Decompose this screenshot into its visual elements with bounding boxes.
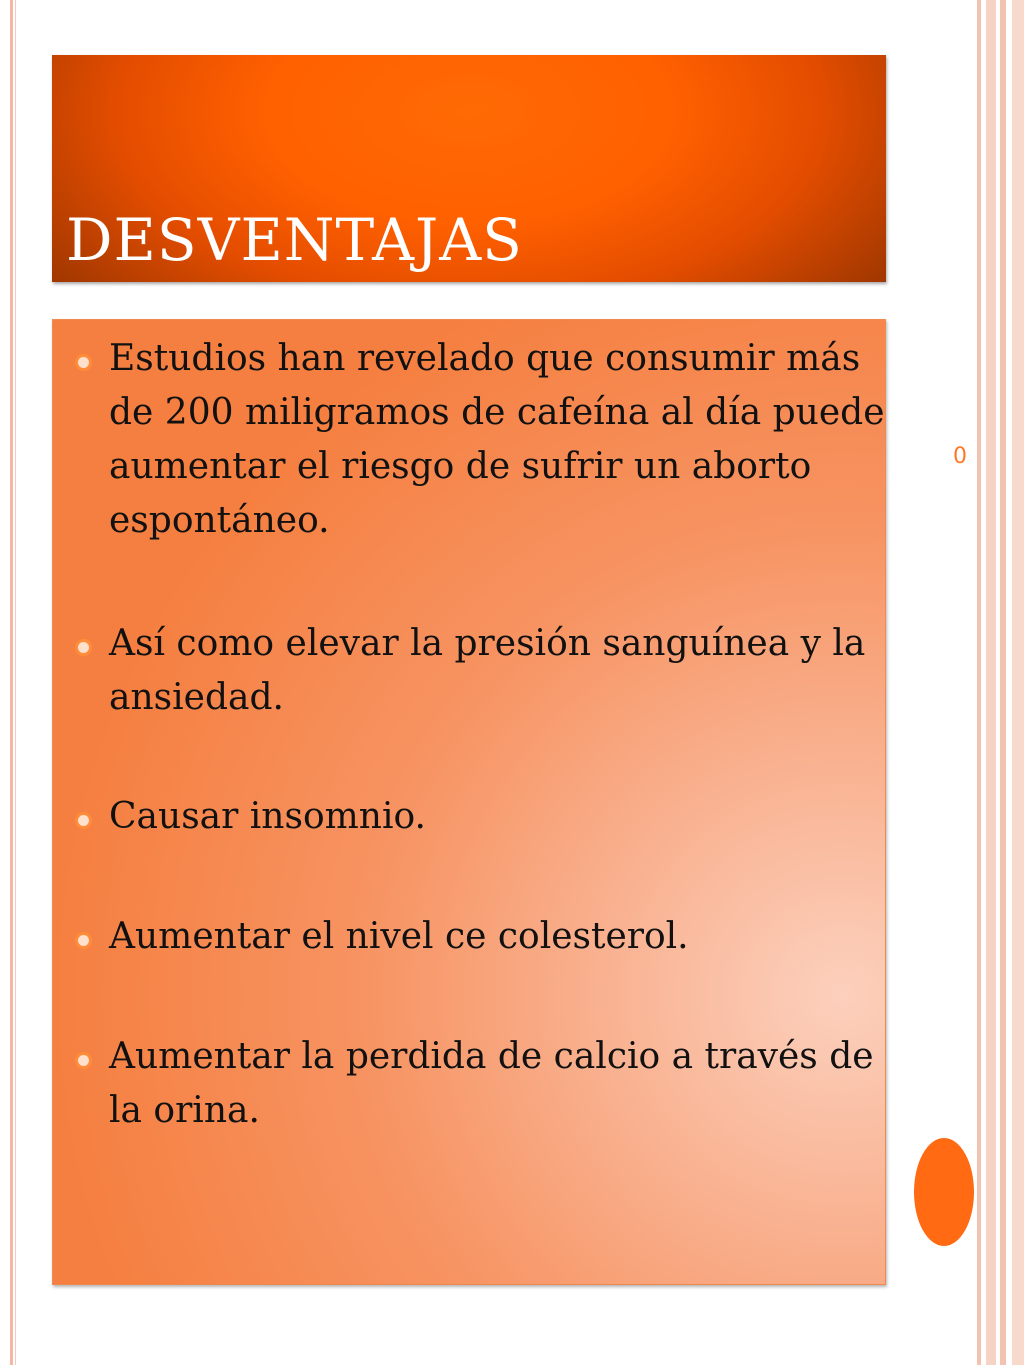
bullet-text: Estudios han revelado que consumir más de 200 miligramos de cafeína al día puede aumentar el riesgo de sufrir un aborto espontáneo. <box>109 338 885 541</box>
right-decorative-rail <box>977 0 981 1365</box>
content-panel <box>52 319 886 1285</box>
circle-bullet-icon <box>75 1052 92 1069</box>
bullet-text: Aumentar la perdida de calcio a través de la orina. <box>109 1036 874 1131</box>
right-decorative-rail <box>986 0 996 1365</box>
circle-bullet-icon <box>75 932 92 949</box>
right-decorative-rail <box>1000 0 1006 1365</box>
bullet-text: Causar insomnio. <box>109 796 426 837</box>
slide-title: DESVENTAJAS <box>66 206 523 274</box>
circle-bullet-icon <box>75 354 92 371</box>
left-border-line <box>10 0 13 1365</box>
circle-bullet-icon <box>75 812 92 829</box>
bullet-text: Aumentar el nivel ce colesterol. <box>109 916 689 957</box>
bullet-text: Así como elevar la presión sanguínea y la ansiedad. <box>109 623 866 718</box>
circle-bullet-icon <box>75 639 92 656</box>
left-border-line-inner <box>15 0 16 1365</box>
decorative-oval <box>914 1138 974 1246</box>
right-decorative-rail <box>1012 0 1024 1365</box>
page-number: 0 <box>953 444 967 469</box>
